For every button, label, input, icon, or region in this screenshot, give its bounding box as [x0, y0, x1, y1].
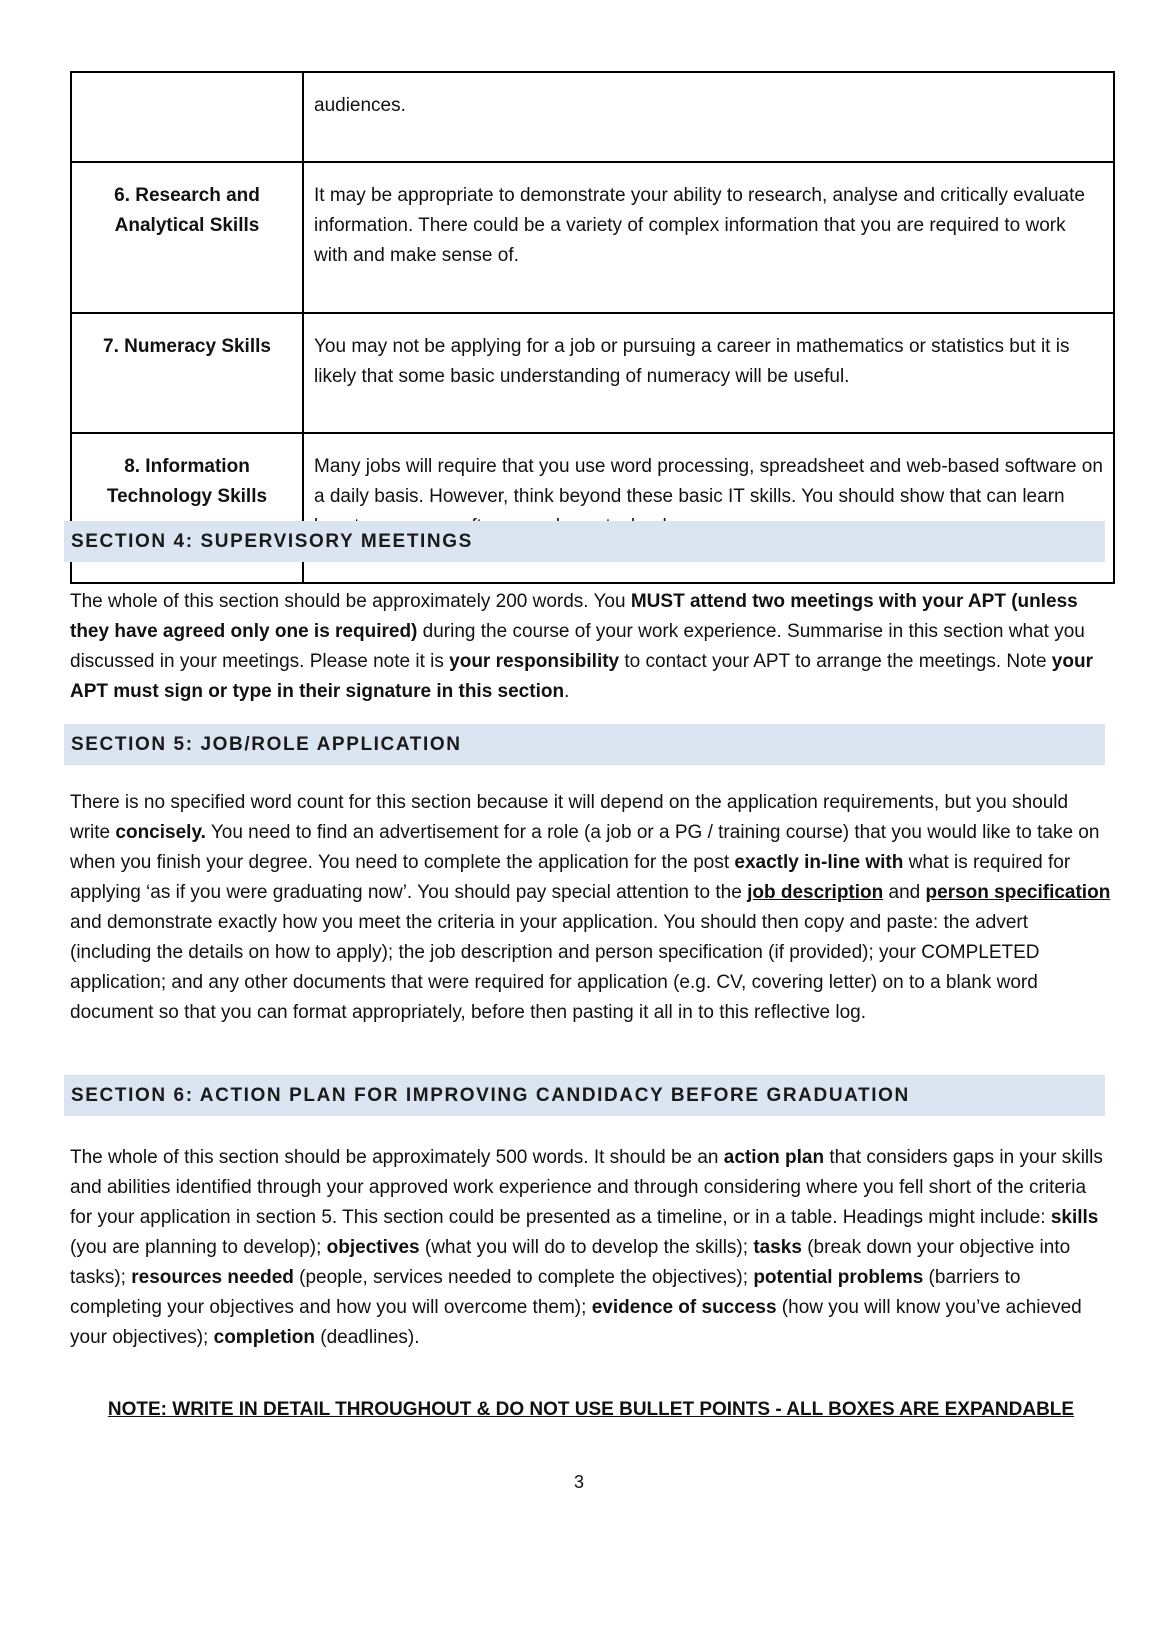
section-5-paragraph: There is no specified word count for this section because it will depend on the application requirements, but you should write concisely. You need to find an advertisement for a role (a job or a PG / training course) that you would like to take on when you finish your degree. You need to complete the application for the post exactly in-line with what is required for applying ‘as if you were graduating now’. You should pay special attention to the job description and person specification and demonstrate exactly how you meet the criteria in your application. You should then copy and paste: the advert (including the details on how to apply); the job description and person specification (if provided); your COMPLETED application; and any other documents that were required for application (e.g. CV, covering letter) on to a blank word document so that you can format appropriately, before then pasting it all in to this reflective log. [70, 792, 1111, 1023]
table-row [71, 72, 1114, 162]
note-banner: NOTE: WRITE IN DETAIL THROUGHOUT & DO NOT USE BULLET POINTS - ALL BOXES ARE EXPANDABLE [107, 1399, 1075, 1420]
table-row [71, 313, 1114, 433]
table-row [71, 162, 1114, 313]
page-number: 3 [573, 1472, 584, 1492]
section-6-paragraph: The whole of this section should be approximately 500 words. It should be an action plan that considers gaps in your skills and abilities identified through your approved work experience and through considering where you fell short of the criteria for your application in section 5. This section could be presented as a timeline, or in a table. Headings might include: skills (you are planning to develop); objectives (what you will do to develop the skills); tasks (break down your objective into tasks); resources needed (people, services needed to complete the objectives); potential problems (barriers to completing your objectives and how you will overcome them); evidence of success (how you will know you’ve achieved your objectives); completion (deadlines). [70, 1147, 1103, 1348]
section-6-heading: SECTION 6: ACTION PLAN FOR IMPROVING CANDIDACY BEFORE GRADUATION [64, 1075, 1105, 1116]
section-5-heading: SECTION 5: JOB/ROLE APPLICATION [64, 724, 1105, 765]
skill-description-cell: Many jobs will require that you use word processing, spreadsheet and web-based software on a daily basis. However, think beyond these basic IT skills. You should show that can learn [303, 433, 1114, 583]
section-4-heading: SECTION 4: SUPERVISORY MEETINGS [64, 521, 1105, 562]
skill-name-cell: 6. Research and Analytical Skills [71, 162, 303, 313]
skills-table [70, 71, 1115, 584]
skill-description-cell: audiences. [303, 72, 1114, 162]
skill-name-cell: 7. Numeracy Skills [71, 313, 303, 433]
section-4-paragraph: The whole of this section should be approximately 200 words. You MUST attend two meetings with your APT (unless they have agreed only one is required) during the course of your work experience. Summarise in this section what you discussed in your meetings. Please note it is your responsibility to contact your APT to arrange the meetings. Note your APT must sign or type in their signature in this section. [70, 591, 1093, 702]
skill-description-cell: You may not be applying for a job or pursuing a career in mathematics or statistics but it is likely that some basic understanding of numeracy will be useful. [303, 313, 1114, 433]
skill-name-cell [71, 72, 303, 162]
skill-name-cell: 8. Information Technology Skills [71, 433, 303, 583]
skill-description-cell: It may be appropriate to demonstrate your ability to research, analyse and critically evaluate information. There could be a variety of complex information that you are required to work with and make sense of. [303, 162, 1114, 313]
